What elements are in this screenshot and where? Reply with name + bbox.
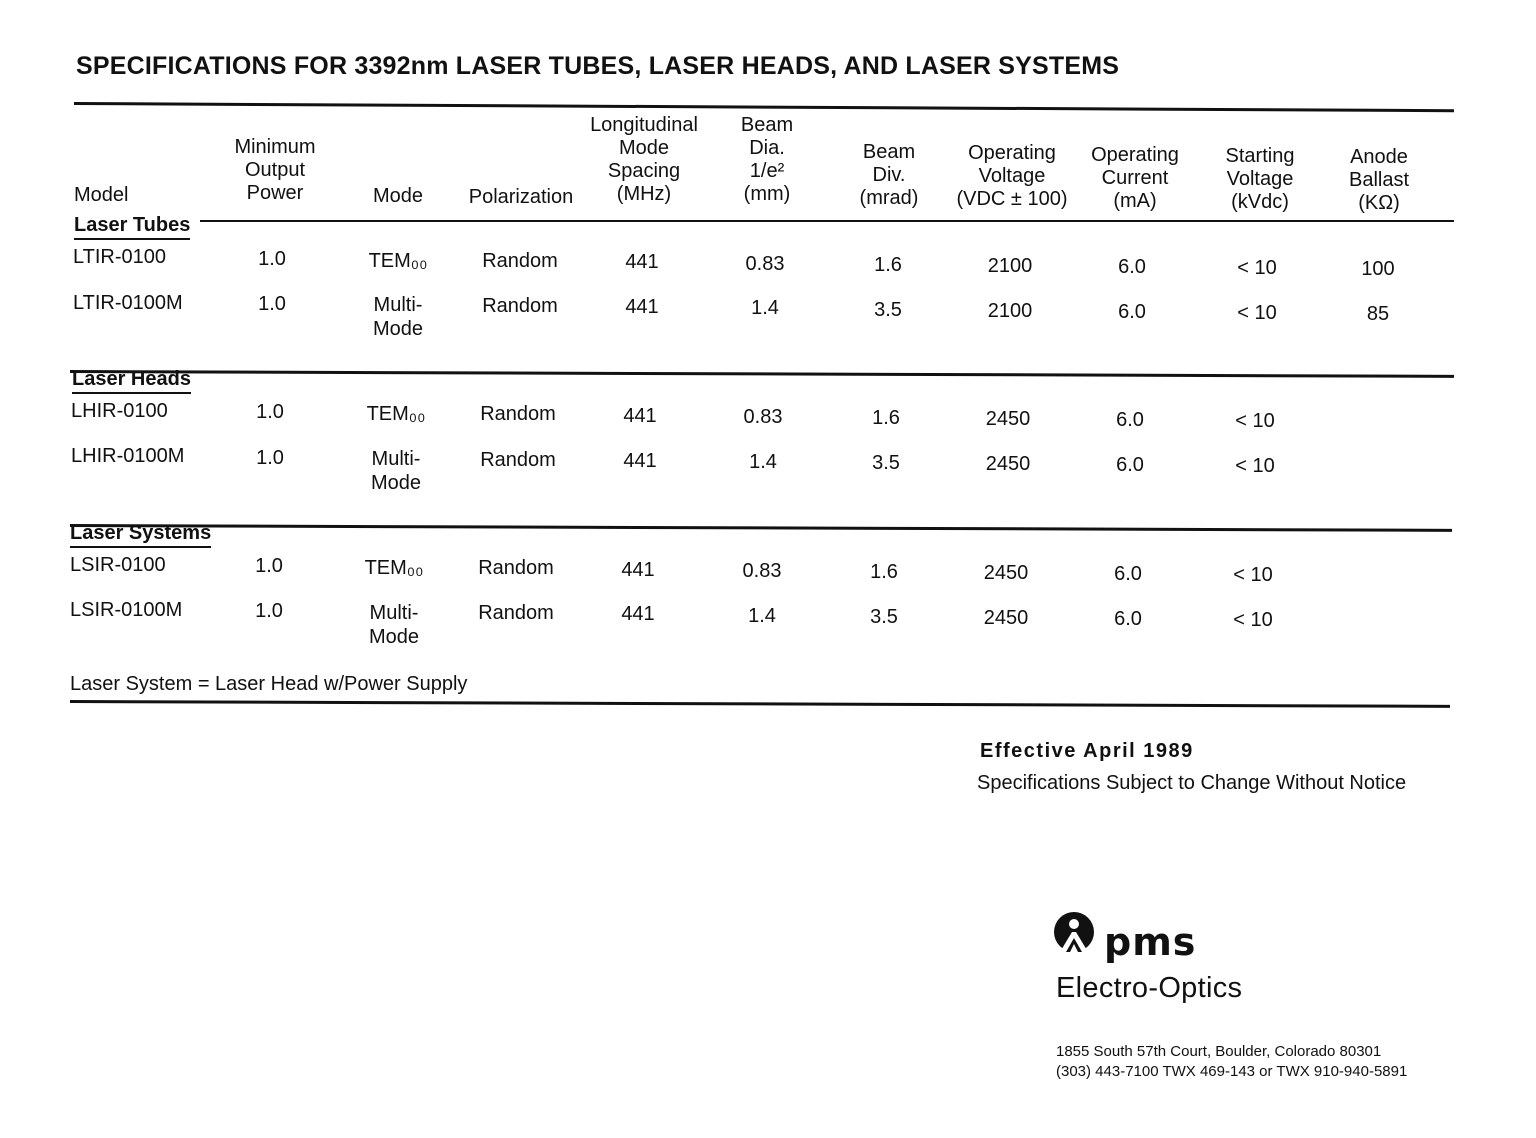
cell-div: 1.6	[874, 254, 902, 276]
effective-date: Effective April 1989	[980, 740, 1194, 762]
cell-current: 6.0	[1114, 563, 1142, 585]
header-beam-div: Beam Div. (mrad)	[859, 141, 919, 209]
cell-current: 6.0	[1116, 454, 1144, 476]
cell-model: LTIR-0100	[73, 246, 167, 268]
header-ballast: Anode Ballast (KΩ)	[1348, 146, 1410, 214]
cell-mode: TEM₀₀	[368, 250, 428, 272]
header-model: Model	[74, 184, 129, 206]
section-rule-heads	[70, 370, 1454, 378]
cell-start: < 10	[1237, 257, 1277, 279]
cell-mode: TEM₀₀	[366, 403, 426, 425]
cell-div: 1.6	[872, 407, 900, 429]
cell-spacing: 441	[621, 559, 655, 581]
cell-polarization: Random	[478, 557, 554, 579]
company-logo	[1050, 910, 1230, 970]
cell-power: 1.0	[256, 447, 284, 469]
cell-start: < 10	[1233, 564, 1273, 586]
page-title: SPECIFICATIONS FOR 3392nm LASER TUBES, LASER HEADS, AND LASER SYSTEMS	[76, 52, 1120, 80]
cell-polarization: Random	[478, 602, 554, 624]
change-notice: Specifications Subject to Change Without Notice	[977, 772, 1407, 794]
cell-spacing: 441	[623, 405, 657, 427]
cell-power: 1.0	[258, 293, 286, 315]
cell-model: LTIR-0100M	[73, 292, 183, 314]
cell-voltage: 2100	[987, 300, 1033, 322]
phone-line: (303) 443-7100 TWX 469-143 or TWX 910-940-5891	[1056, 1063, 1408, 1080]
cell-current: 6.0	[1114, 608, 1142, 630]
cell-polarization: Random	[482, 295, 558, 317]
cell-power: 1.0	[255, 555, 283, 577]
cell-start: < 10	[1237, 302, 1277, 324]
cell-mode: Multi- Mode	[372, 294, 424, 340]
cell-start: < 10	[1235, 455, 1275, 477]
cell-polarization: Random	[480, 449, 556, 471]
section-rule-tubes	[200, 220, 1454, 222]
section-rule-systems	[70, 524, 1452, 532]
section-laser-systems: Laser Systems	[70, 522, 211, 548]
logo-wordmark: pms	[1104, 920, 1197, 964]
address-line: 1855 South 57th Court, Boulder, Colorado 80301	[1056, 1043, 1382, 1060]
cell-dia: 1.4	[749, 451, 777, 473]
section-laser-tubes: Laser Tubes	[74, 214, 190, 240]
cell-mode: Multi- Mode	[368, 602, 420, 648]
cell-power: 1.0	[256, 401, 284, 423]
header-beam-dia: Beam Dia. 1/e² (mm)	[740, 114, 794, 205]
cell-dia: 0.83	[745, 253, 785, 275]
cell-model: LSIR-0100M	[70, 599, 183, 621]
cell-power: 1.0	[255, 600, 283, 622]
cell-voltage: 2450	[983, 607, 1029, 629]
header-polarization: Polarization	[468, 186, 574, 208]
header-spacing: Longitudinal Mode Spacing (MHz)	[590, 114, 698, 205]
header-mode: Mode	[372, 185, 424, 207]
footnote: Laser System = Laser Head w/Power Supply	[70, 673, 468, 695]
cell-model: LSIR-0100	[70, 554, 166, 576]
cell-start: < 10	[1235, 410, 1275, 432]
cell-ballast: 85	[1366, 303, 1390, 325]
header-op-current: Operating Current (mA)	[1091, 144, 1179, 212]
cell-spacing: 441	[625, 251, 659, 273]
cell-power: 1.0	[258, 248, 286, 270]
cell-current: 6.0	[1118, 256, 1146, 278]
cell-voltage: 2450	[985, 453, 1031, 475]
cell-div: 3.5	[874, 299, 902, 321]
pms-globe-logo-icon	[1050, 910, 1098, 958]
cell-polarization: Random	[480, 403, 556, 425]
cell-dia: 1.4	[748, 605, 776, 627]
cell-ballast: 100	[1361, 258, 1395, 280]
company-address	[1056, 1042, 1407, 1082]
cell-model: LHIR-0100M	[71, 445, 185, 467]
cell-dia: 0.83	[743, 406, 783, 428]
cell-dia: 0.83	[742, 560, 782, 582]
header-op-voltage: Operating Voltage (VDC ± 100)	[956, 142, 1068, 210]
section-laser-heads: Laser Heads	[72, 368, 191, 394]
header-top-rule	[74, 102, 1454, 112]
cell-start: < 10	[1233, 609, 1273, 631]
cell-voltage: 2100	[987, 255, 1033, 277]
table-bottom-rule	[70, 700, 1450, 708]
cell-voltage: 2450	[985, 408, 1031, 430]
company-name: Electro-Optics	[1056, 972, 1243, 1004]
cell-current: 6.0	[1118, 301, 1146, 323]
header-min-power: Minimum Output Power	[234, 136, 316, 204]
cell-spacing: 441	[621, 603, 655, 625]
cell-current: 6.0	[1116, 409, 1144, 431]
cell-div: 3.5	[870, 606, 898, 628]
cell-div: 1.6	[870, 561, 898, 583]
cell-div: 3.5	[872, 452, 900, 474]
cell-model: LHIR-0100	[71, 400, 168, 422]
cell-polarization: Random	[482, 250, 558, 272]
cell-dia: 1.4	[751, 297, 779, 319]
cell-spacing: 441	[623, 450, 657, 472]
cell-spacing: 441	[625, 296, 659, 318]
header-start-voltage: Starting Voltage (kVdc)	[1225, 145, 1295, 213]
cell-voltage: 2450	[983, 562, 1029, 584]
cell-mode: TEM₀₀	[364, 557, 424, 579]
cell-mode: Multi- Mode	[370, 448, 422, 494]
